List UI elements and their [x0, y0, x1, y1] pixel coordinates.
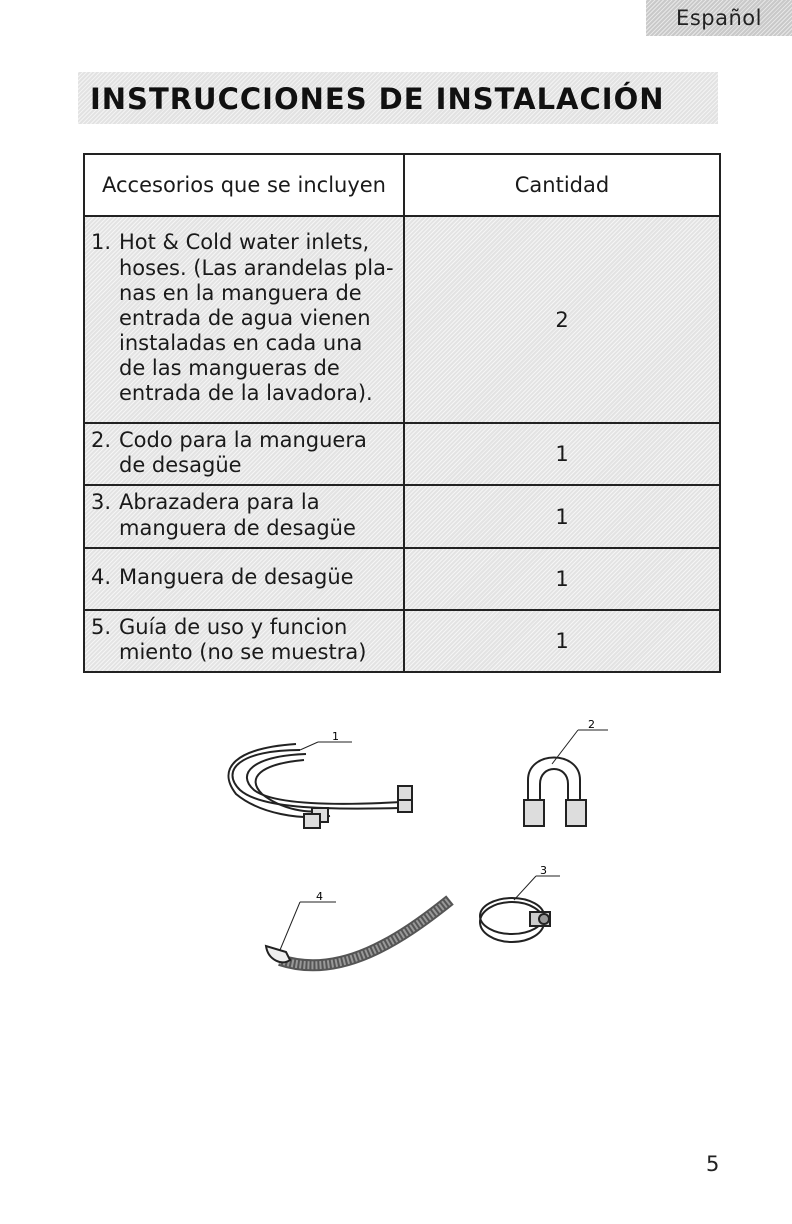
- callout-1: 1: [332, 730, 339, 743]
- quantity-cell: 1: [404, 548, 720, 610]
- quantity-cell: 1: [404, 610, 720, 672]
- accessory-cell: [84, 423, 404, 485]
- page-title: INSTRUCCIONES DE INSTALACIÓN: [90, 82, 665, 116]
- table-header-row: [84, 154, 720, 216]
- accessories-illustration: [0, 690, 792, 1010]
- item-description: Abrazadera para la manguera de desagüe: [119, 490, 356, 540]
- quantity-cell: 2: [404, 216, 720, 423]
- callout-2: 2: [588, 718, 595, 731]
- table-row: [84, 216, 720, 423]
- hose-clamp-icon: [480, 876, 560, 942]
- page-number: 5: [706, 1152, 720, 1176]
- item-number: 4.: [91, 565, 112, 590]
- column-header-accessories: Accesorios que se incluyen: [84, 154, 404, 216]
- quantity-cell: 1: [404, 423, 720, 485]
- accessory-cell: [84, 485, 404, 547]
- item-description: Guía de uso y funcion miento (no se muestra): [119, 614, 367, 664]
- item-number: 3.: [91, 490, 112, 515]
- language-tab-label: Español: [676, 6, 762, 30]
- callout-4: 4: [316, 890, 323, 903]
- table-row: [84, 548, 720, 610]
- quantity-cell: 1: [404, 485, 720, 547]
- column-header-quantity: Cantidad: [404, 154, 720, 216]
- item-description: Manguera de desagüe: [119, 565, 354, 590]
- drain-hose-icon: [266, 900, 450, 965]
- accessory-cell: [84, 548, 404, 610]
- callout-3: 3: [540, 864, 547, 877]
- language-tab: [646, 0, 792, 36]
- item-description: Hot & Cold water inlets, hoses. (Las arandelas pla-nas en la manguera de entrada de agua vienen instaladas en cada una de las mangueras de entrada de la lavadora).: [119, 230, 394, 406]
- table-row: [84, 610, 720, 672]
- drain-elbow-icon: [524, 730, 608, 826]
- table-row: [84, 423, 720, 485]
- inlet-hoses-icon: [229, 742, 413, 828]
- item-description: Codo para la manguera de desagüe: [119, 428, 367, 478]
- accessories-table: [83, 153, 721, 673]
- item-number: 2.: [91, 428, 112, 452]
- accessory-cell: [84, 610, 404, 672]
- accessory-cell: [84, 216, 404, 423]
- table-row: [84, 485, 720, 547]
- item-number: 5.: [91, 614, 112, 639]
- item-number: 1.: [91, 230, 112, 255]
